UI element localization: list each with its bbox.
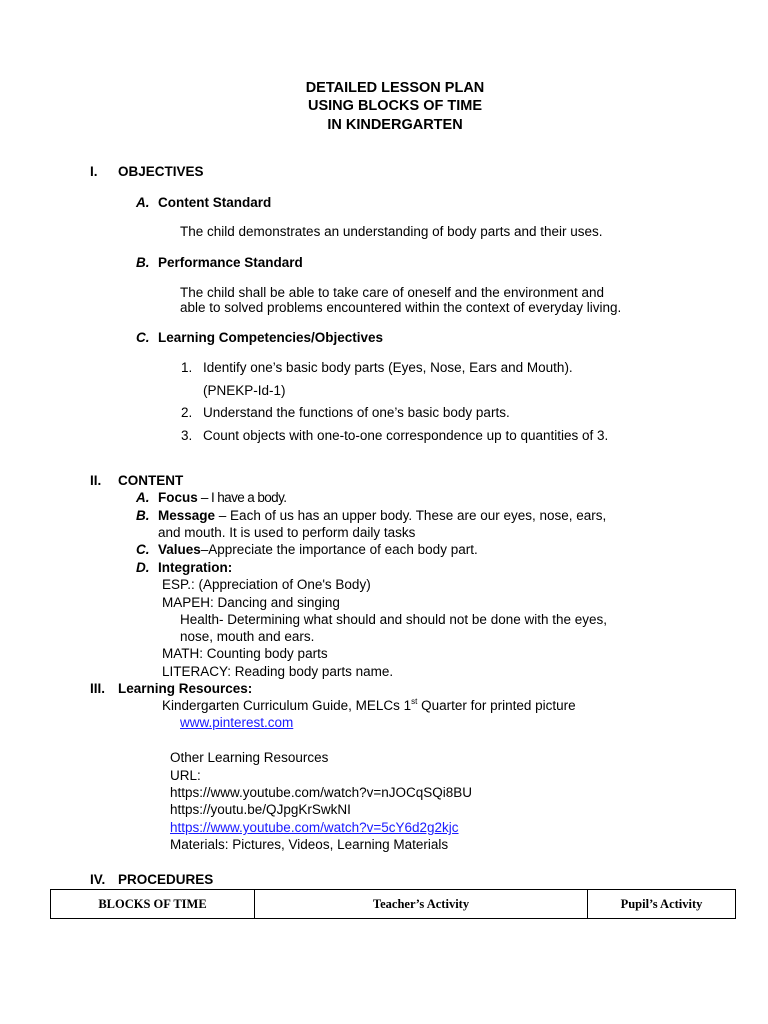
sub-letter-c: C. xyxy=(136,330,150,345)
integration-literacy: LITERACY: Reading body parts name. xyxy=(162,664,394,679)
competency-number: 2. xyxy=(181,405,193,420)
section-heading-objectives: OBJECTIVES xyxy=(118,164,204,179)
competency-number: 3. xyxy=(181,428,193,443)
sub-letter-a: A. xyxy=(136,490,150,505)
pinterest-link[interactable]: www.pinterest.com xyxy=(180,715,294,730)
section-heading-content: CONTENT xyxy=(118,473,184,488)
values-label: Values xyxy=(158,542,201,557)
url-label: URL: xyxy=(170,768,201,783)
integration-health-2: nose, mouth and ears. xyxy=(180,629,315,644)
sub-letter-a: A. xyxy=(136,195,150,210)
values-text: –Appreciate the importance of each body part. xyxy=(200,542,478,557)
section-numeral-i: I. xyxy=(90,164,98,179)
sub-letter-b: B. xyxy=(136,255,150,270)
ordinal-suffix: st xyxy=(411,697,418,706)
section-numeral-iii: III. xyxy=(90,681,106,696)
sub-letter-b: B. xyxy=(136,508,150,523)
integration-esp: ESP.: (Appreciation of One's Body) xyxy=(162,577,371,592)
title-line-1: DETAILED LESSON PLAN xyxy=(305,80,485,96)
focus-line xyxy=(158,489,286,506)
performance-standard-heading: Performance Standard xyxy=(158,255,303,270)
sub-letter-d: D. xyxy=(136,560,150,575)
focus-text: – I have a body. xyxy=(197,490,287,505)
column-header-pupils-activity: Pupil’s Activity xyxy=(588,890,736,919)
message-line xyxy=(158,507,606,524)
content-standard-text: The child demonstrates an understanding of body parts and their uses. xyxy=(180,224,603,239)
competencies-heading: Learning Competencies/Objectives xyxy=(158,330,384,345)
section-heading-resources: Learning Resources: xyxy=(118,681,253,696)
competency-number: 1. xyxy=(181,360,193,375)
performance-standard-line-1: The child shall be able to take care of oneself and the environment and xyxy=(180,285,605,300)
competency-text: Count objects with one-to-one correspondence up to quantities of 3. xyxy=(203,428,609,443)
message-line-2: and mouth. It is used to perform daily tasks xyxy=(158,525,416,540)
curriculum-guide-quarter: Quarter for printed picture xyxy=(417,698,576,713)
competency-text: Understand the functions of one’s basic body parts. xyxy=(203,405,510,420)
procedures-table xyxy=(50,889,736,919)
table-header-row xyxy=(51,890,736,919)
focus-label: Focus xyxy=(158,490,198,505)
message-text: – Each of us has an upper body. These are our eyes, nose, ears, xyxy=(215,508,607,523)
performance-standard-line-2: able to solved problems encountered within the context of everyday living. xyxy=(180,300,622,315)
title-line-3: IN KINDERGARTEN xyxy=(327,117,463,133)
youtube-url-2[interactable]: https://youtu.be/QJpgKrSwkNI xyxy=(170,802,351,817)
integration-mapeh: MAPEH: Dancing and singing xyxy=(162,595,340,610)
competency-code: (PNEKP-Id-1) xyxy=(203,383,286,398)
integration-health-1: Health- Determining what should and should not be done with the eyes, xyxy=(180,612,608,627)
other-resources-label: Other Learning Resources xyxy=(170,750,329,765)
integration-math: MATH: Counting body parts xyxy=(162,646,328,661)
competency-text: Identify one’s basic body parts (Eyes, Nose, Ears and Mouth). xyxy=(203,360,573,375)
values-line xyxy=(158,541,478,558)
curriculum-guide-text: Kindergarten Curriculum Guide, MELCs 1 xyxy=(162,698,412,713)
youtube-url-1[interactable]: https://www.youtube.com/watch?v=nJOCqSQi8BU xyxy=(170,785,473,800)
section-numeral-ii: II. xyxy=(90,473,102,488)
message-label: Message xyxy=(158,508,216,523)
title-line-2: USING BLOCKS OF TIME xyxy=(308,98,482,114)
section-numeral-iv: IV. xyxy=(90,872,106,887)
column-header-blocks-of-time: BLOCKS OF TIME xyxy=(51,890,255,919)
column-header-teachers-activity: Teacher’s Activity xyxy=(255,890,588,919)
section-heading-procedures: PROCEDURES xyxy=(118,872,214,887)
curriculum-guide-line xyxy=(162,697,576,714)
content-standard-heading: Content Standard xyxy=(158,195,272,210)
materials-line: Materials: Pictures, Videos, Learning Materials xyxy=(170,837,449,852)
sub-letter-c: C. xyxy=(136,542,150,557)
integration-label: Integration: xyxy=(158,560,233,575)
youtube-url-3-link[interactable]: https://www.youtube.com/watch?v=5cY6d2g2kjc xyxy=(170,820,459,835)
